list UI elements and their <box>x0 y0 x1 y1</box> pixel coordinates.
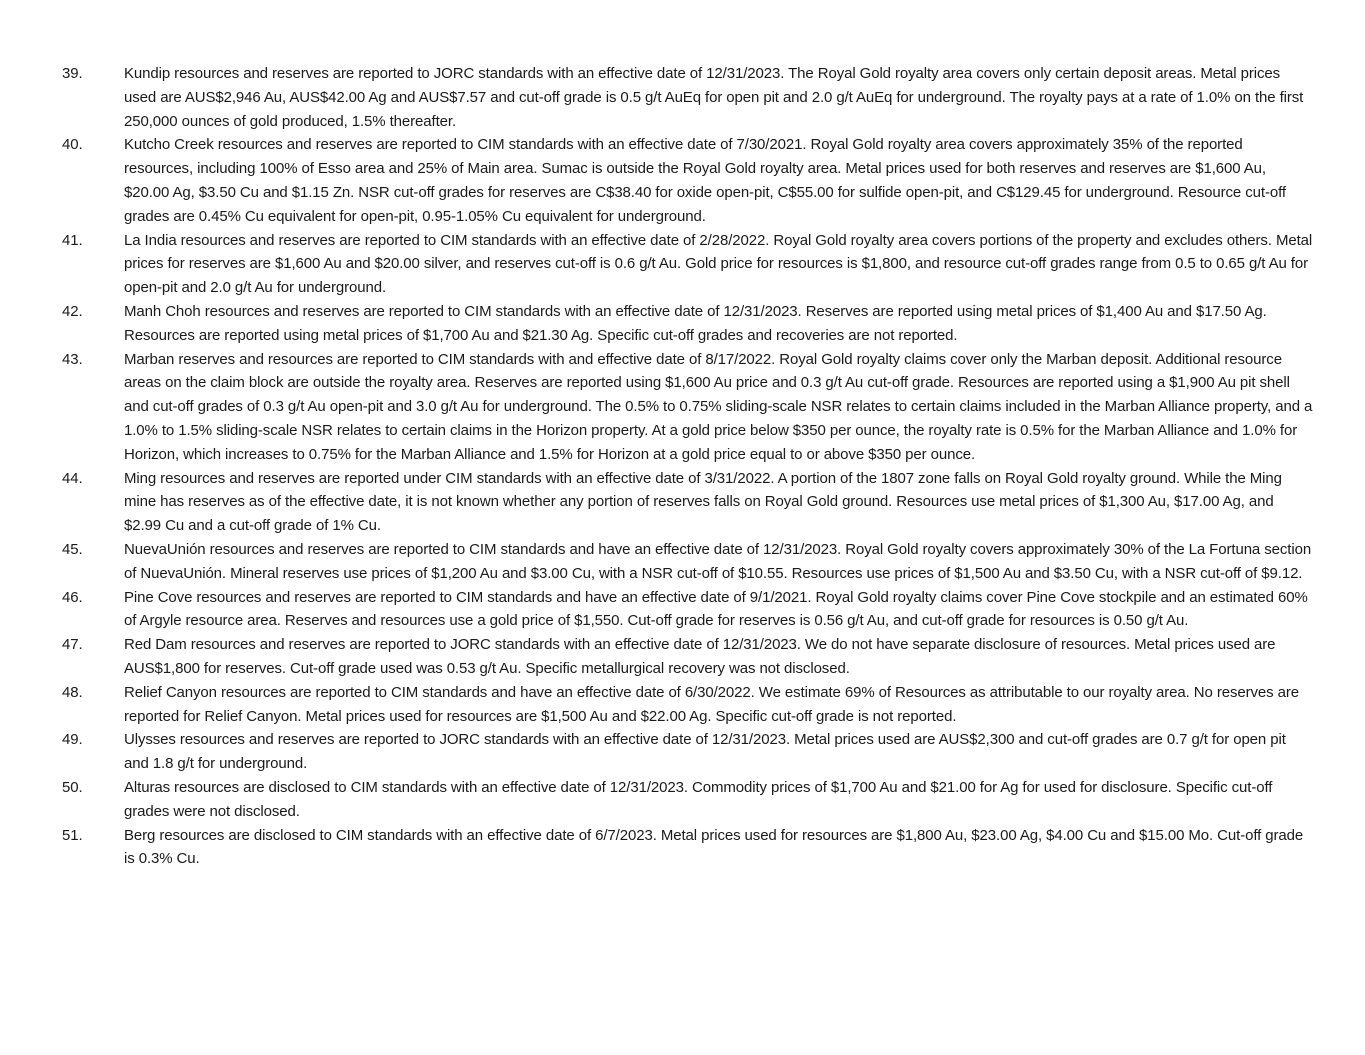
footnote-text: Manh Choh resources and reserves are reported to CIM standards with an effective date of 12/31/2023. Reserves are reported using metal prices of $1,400 Au and $17.50 Ag. Resources are reported using metal prices of $1,700 Au and $21.30 Ag. Specific cut-off grades and recoveries are not reported. <box>124 302 1267 344</box>
footnote-39 <box>0 62 1365 133</box>
footnote-number: 48. <box>62 683 83 701</box>
footnote-number: 46. <box>62 588 83 606</box>
footnote-text: Red Dam resources and reserves are reported to JORC standards with an effective date of 12/31/2023. We do not have separate disclosure of resources. Metal prices used are AUS$1,800 for reserves. Cut-off grade used was 0.53 g/t Au. Specific metallurgical recovery was not disclosed. <box>124 636 1276 677</box>
footnote-number: 44. <box>62 469 83 487</box>
footnote-40 <box>0 133 1365 228</box>
footnote-text: Kundip resources and reserves are reported to JORC standards with an effective date of 12/31/2023. The Royal Gold royalty area covers only certain deposit areas. Metal prices used are AUS$2,946 Au, AUS$42.00 Ag and AUS$7.57 and cut-off grade is 0.5 g/t AuEq for open pit and 2.0 g/t AuEq for underground. The royalty pays at a rate of 1.0% on the first 250,000 ounces of gold produced, 1.5% thereafter. <box>124 65 1304 130</box>
footnote-number: 50. <box>62 778 83 796</box>
footnote-text: Ulysses resources and reserves are reported to JORC standards with an effective date of 12/31/2023. Metal prices used are AUS$2,300 and cut-off grades are 0.7 g/t for open pit and 1.8 g/t for underground. <box>124 731 1286 773</box>
footnote-number: 47. <box>62 636 83 654</box>
footnote-50 <box>0 776 1365 824</box>
footnote-46 <box>0 586 1365 634</box>
footnote-number: 41. <box>62 231 83 249</box>
footnote-number: 49. <box>62 731 83 749</box>
footnote-44 <box>0 467 1365 538</box>
footnote-43 <box>0 348 1365 467</box>
footnote-51 <box>0 824 1365 872</box>
footnote-number: 39. <box>62 65 83 82</box>
footnote-number: 42. <box>62 302 83 320</box>
footnote-49 <box>0 728 1365 776</box>
footnote-number: 40. <box>62 136 83 154</box>
footnote-text: Relief Canyon resources are reported to CIM standards and have an effective date of 6/30/2022. We estimate 69% of Resources as attributable to our royalty area. No reserves are reported for Relief Canyon. Metal prices used for resources are $1,500 Au and $22.00 Ag. Specific cut-off grade is not reported. <box>124 683 1299 725</box>
footnote-text: Alturas resources are disclosed to CIM standards with an effective date of 12/31/2023. Commodity prices of $1,700 Au and $21.00 for Ag for used for disclosure. Specific cut-off grades were not disclosed. <box>124 778 1273 820</box>
footnote-47 <box>0 633 1365 681</box>
footnote-text: La India resources and reserves are reported to CIM standards with an effective date of 2/28/2022. Royal Gold royalty area covers portions of the property and excludes others. Metal prices for reserves are $1,600 Au and $20.00 silver, and reserves cut-off is 0.6 g/t Au. Gold price for resources is $1,800, and resource cut-off grades range from 0.5 to 0.65 g/t Au for open-pit and 2.0 g/t Au for underground. <box>124 231 1313 297</box>
footnote-48 <box>0 681 1365 729</box>
footnote-text: Kutcho Creek resources and reserves are reported to CIM standards with an effective date of 7/30/2021. Royal Gold royalty area covers approximately 35% of the reported resources, including 100% of Esso area and 25% of Main area. Sumac is outside the Royal Gold royalty area. Metal prices used for both reserves and reserves are $1,600 Au, $20.00 Ag, $3.50 Cu and $1.15 Zn. NSR cut-off grades for reserves are C$38.40 for oxide open-pit, C$55.00 for sulfide open-pit, and C$129.45 for underground. Resource cut-off grades are 0.45% Cu equivalent for open-pit, 0.95-1.05% Cu equivalent for underground. <box>124 136 1286 225</box>
footnote-number: 43. <box>62 350 83 368</box>
footnote-text: Pine Cove resources and reserves are reported to CIM standards and have an effective date of 9/1/2021. Royal Gold royalty claims cover Pine Cove stockpile and an estimated 60% of Argyle resource area. Reserves and resources use a gold price of $1,550. Cut-off grade for reserves is 0.56 g/t Au, and cut-off grade for resources is 0.50 g/t Au. <box>124 588 1308 630</box>
footnotes-list <box>0 62 1365 871</box>
footnote-number: 51. <box>62 826 83 844</box>
footnote-text: NuevaUnión resources and reserves are reported to CIM standards and have an effective date of 12/31/2023. Royal Gold royalty covers approximately 30% of the La Fortuna section of NuevaUnión. Mineral reserves use prices of $1,200 Au and $3.00 Cu, with a NSR cut-off of $10.55. Resources use prices of $1,500 Au and $3.50 Cu, with a NSR cut-off of $9.12. <box>124 540 1312 582</box>
footnote-text: Ming resources and reserves are reported under CIM standards with an effective date of 3/31/2022. A portion of the 1807 zone falls on Royal Gold royalty ground. While the Ming mine has reserves as of the effective date, it is not known whether any portion of reserves falls on Royal Gold ground. Resources use metal prices of $1,300 Au, $17.00 Ag, and $2.99 Cu and a cut-off grade of 1% Cu. <box>124 469 1282 535</box>
footnote-text: Berg resources are disclosed to CIM standards with an effective date of 6/7/2023. Metal prices used for resources are $1,800 Au, $23.00 Ag, $4.00 Cu and $15.00 Mo. Cut-off grade is 0.3% Cu. <box>124 826 1304 868</box>
footnote-text: Marban reserves and resources are reported to CIM standards with and effective date of 8/17/2022. Royal Gold royalty claims cover only the Marban deposit. Additional resource areas on the claim block are outside the royalty area. Reserves are reported using $1,600 Au price and 0.3 g/t Au cut-off grade. Resources are reported using a $1,900 Au pit shell and cut-off grades of 0.3 g/t Au open-pit and 3.0 g/t Au for underground. The 0.5% to 0.75% sliding-scale NSR relates to certain claims included in the Marban Alliance property, and a 1.0% to 1.5% sliding-scale NSR relates to certain claims in the Horizon property. At a gold price below $350 per ounce, the royalty rate is 0.5% for the Marban Alliance and 1.0% for Horizon, which increases to 0.75% for the Marban Alliance and 1.5% for Horizon at a gold price equal to or above $350 per ounce. <box>124 350 1313 463</box>
footnote-45 <box>0 538 1365 586</box>
footnote-number: 45. <box>62 540 83 558</box>
footnote-41 <box>0 229 1365 300</box>
footnote-42 <box>0 300 1365 348</box>
